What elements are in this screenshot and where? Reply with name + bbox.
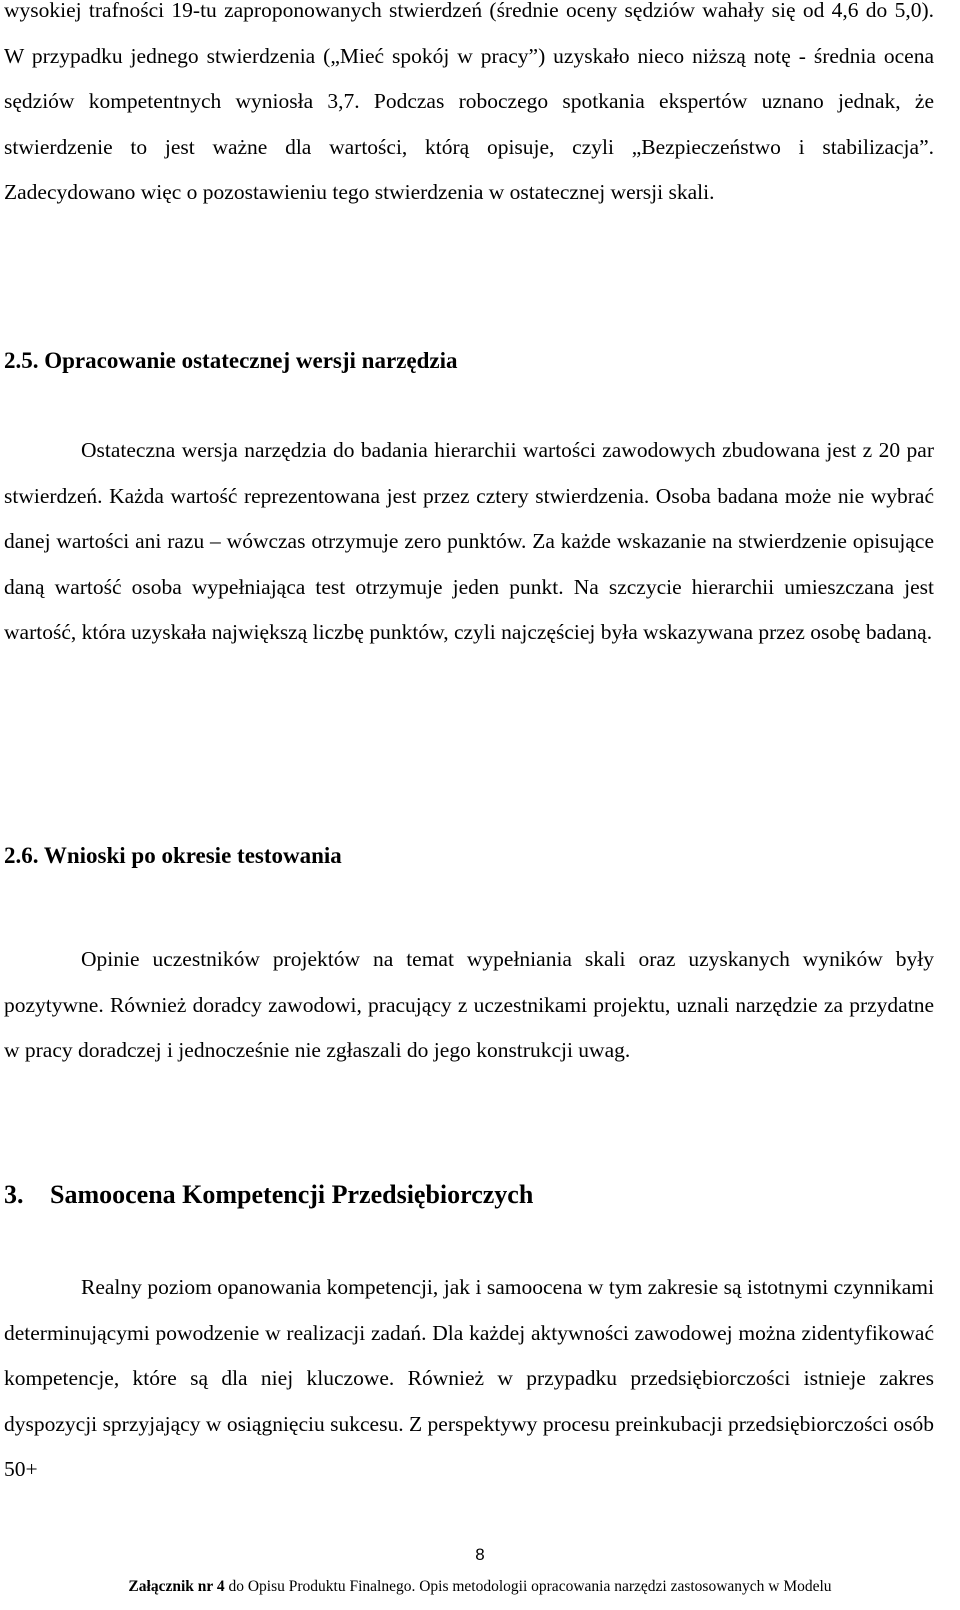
paragraph-2-5: Ostateczna wersja narzędzia do badania hierarchii wartości zawodowych zbudowana jest z 20 par stwierdzeń. Każda wartość reprezentowana jest przez cztery stwierdzenia. Osoba badana może nie wybrać danej wartości ani razu – wówczas otrzymuje zero punktów. Za każde wskazanie na stwierdzenie opisujące daną wartość osoba wypełniająca test otrzymuje jeden punkt. Na szczycie hierarchii umieszczana jest wartość, która uzyskała największą liczbę punktów, czyli najczęściej była wskazywana przez osobę badaną. xyxy=(4,438,934,644)
heading-2-5: 2.5. Opracowanie ostatecznej wersji narzędzia xyxy=(4,348,458,373)
paragraph-continuation: wysokiej trafności 19-tu zaproponowanych stwierdzeń (średnie oceny sędziów wahały się od 4,6 do 5,0). W przypadku jednego stwierdzenia („Mieć spokój w pracy”) uzyskało nieco niższą notę - średnia ocena sędziów kompetentnych wyniosła 3,7. Podczas roboczego spotkania ekspertów uznano jednak, że stwierdzenie to jest ważne dla wartości, którą opisuje, czyli „Bezpieczeństwo i stabilizacja”. Zadecydowano więc o pozostawieniu tego stwierdzenia w ostatecznej wersji skali. xyxy=(4,0,934,204)
heading-3 xyxy=(4,1178,533,1212)
heading-3-text: Samoocena Kompetencji Przedsiębiorczych xyxy=(50,1180,534,1209)
footer-bold: Załącznik nr 4 xyxy=(128,1578,225,1595)
page-number: 8 xyxy=(475,1545,485,1564)
heading-3-number: 3. xyxy=(4,1180,24,1209)
heading-2-6: 2.6. Wnioski po okresie testowania xyxy=(4,843,342,868)
footer-text: do Opisu Produktu Finalnego. Opis metodologii opracowania narzędzi zastosowanych w Modelu xyxy=(224,1578,832,1595)
paragraph-2-6: Opinie uczestników projektów na temat wypełniania skali oraz uzyskanych wyników były pozytywne. Również doradcy zawodowi, pracujący z uczestnikami projektu, uznali narzędzie za przydatne w pracy doradczej i jednocześnie nie zgłaszali do jego konstrukcji uwag. xyxy=(4,947,934,1062)
paragraph-3: Realny poziom opanowania kompetencji, jak i samoocena w tym zakresie są istotnymi czynnikami determinującymi powodzenie w realizacji zadań. Dla każdej aktywności zawodowej można zidentyfikować kompetencje, które są dla niej kluczowe. Również w przypadku przedsiębiorczości istnieje zakres dyspozycji sprzyjający w osiągnięciu sukcesu. Z perspektywy procesu preinkubacji przedsiębiorczości osób 50+ xyxy=(4,1275,934,1481)
page-footer xyxy=(0,1576,960,1598)
